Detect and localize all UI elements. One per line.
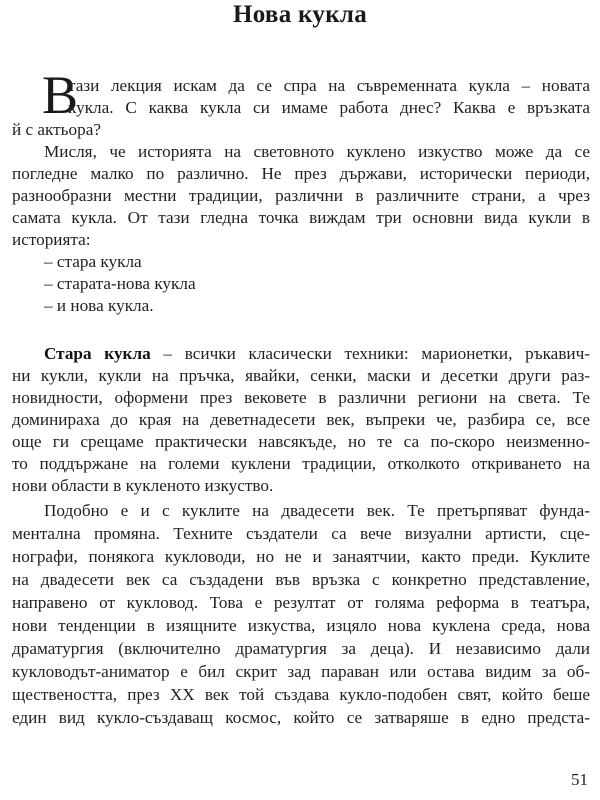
list-item: – и нова кукла. bbox=[44, 296, 154, 315]
text-line: новидности, оформени през вековете в различни региони на света. Те bbox=[12, 388, 590, 407]
list-item: – стара кукла bbox=[44, 252, 142, 271]
list-item: – старата-нова кукла bbox=[44, 274, 196, 293]
text-line: направено от кукловод. Това е резултат от голяма реформа в театъра, bbox=[12, 593, 590, 612]
text-span: – всички класически техники: марионетки, ръкавич- bbox=[150, 344, 590, 363]
text-line: доминираха до края на деветнадесети век, въпреки че, разбира се, все bbox=[12, 410, 590, 429]
text-line: кукла. С каква кукла си имаме работа днес? Каква е връзката bbox=[68, 98, 590, 117]
text-line: ществеността, през ХХ век той създава кукло-подобен свят, който беше bbox=[12, 685, 590, 704]
text-line: нови тенденции в изящните изкуства, изцяло нова куклена среда, нова bbox=[12, 616, 590, 635]
text-line: един вид кукло-създаващ космос, който се затваряше в едно предста- bbox=[12, 708, 590, 727]
text-line: кукловодът-аниматор е бил скрит зад параван или остава видим за об- bbox=[12, 662, 590, 681]
text-line: ни кукли, кукли на пръчка, явайки, сенки, маски и десетки други раз- bbox=[12, 366, 590, 385]
text-line: тази лекция искам да се спра на съвременната кукла – новата bbox=[68, 76, 590, 95]
text-line bbox=[44, 343, 590, 365]
text-line: то поддържане на големи куклени традиции, отколкото откриването на bbox=[12, 454, 590, 473]
text-line: й с актьора? bbox=[12, 120, 101, 139]
text-line: Подобно е и с куклите на двадесети век. Те претърпяват фунда- bbox=[44, 501, 590, 520]
chapter-title: Нова кукла bbox=[232, 1, 368, 28]
text-line: историята: bbox=[12, 230, 91, 249]
bold-term: Стара кукла bbox=[44, 344, 151, 363]
text-line: ментална промяна. Техните създатели са вече визуални артисти, сце- bbox=[12, 524, 590, 543]
text-line: още ги срещаме практически навсякъде, но те са по-скоро неизменно- bbox=[12, 432, 590, 451]
drop-cap: В bbox=[42, 65, 79, 125]
text-line: разнообразни местни традиции, различни в различните страни, а чрез bbox=[12, 186, 590, 205]
text-line: Мисля, че историята на световното куклено изкуство може да се bbox=[44, 142, 590, 161]
text-line: самата кукла. От тази гледна точка виждам три основни вида кукли в bbox=[12, 208, 590, 227]
text-line: драматургия (включително драматургия за деца). И независимо дали bbox=[12, 639, 590, 658]
page-number: 51 bbox=[571, 770, 588, 789]
text-line: нографи, понякога кукловоди, но не и занаятчии, както преди. Куклите bbox=[12, 547, 590, 566]
text-line: погледне малко по различно. Не през държави, исторически периоди, bbox=[12, 164, 590, 183]
text-line: нови области в кукленото изкуство. bbox=[12, 476, 274, 495]
text-line: на двадесети век са създадени във връзка с конкретно представление, bbox=[12, 570, 590, 589]
